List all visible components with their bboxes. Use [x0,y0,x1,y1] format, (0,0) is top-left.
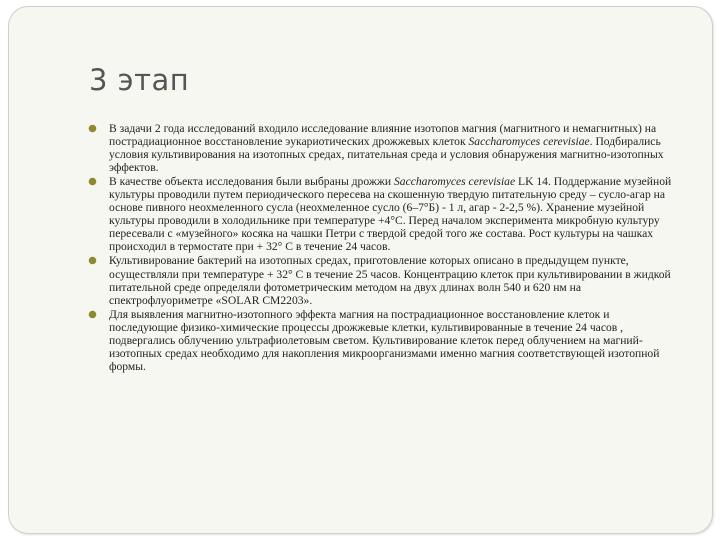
bullet-text: В качестве объекта исследования были выбраны дрожжи [109,175,394,189]
bullet-item-3 [85,254,680,306]
filled-circle-bullet-icon [88,310,97,319]
filled-circle-bullet-icon [88,256,97,265]
filled-circle-bullet-icon [88,177,97,186]
bullet-item-1 [85,122,680,174]
filled-circle-bullet-icon [88,124,97,133]
species-name: Saccharomyces cerevisiae [468,135,590,149]
bullet-item-2 [85,175,680,253]
slide-title: 3 этап [89,63,190,97]
bullet-text: В задачи 2 года исследований входило исследование влияние изотопов магния (магнитного и немагнитных) на пострадиационное восстановление эукариотических дрожжевых клеток [109,122,657,149]
bullet-item-4 [85,308,680,373]
bullet-text: LK 14. Поддержание музейной культуры проводили путем периодического пересева на скошенную твердую питательную среду – сусло-агар на основе пивного неохмеленного сусла (неохмеленное сусло (6–7°Б) - 1 л, агар - 2-2,5 %). Хранение музейной культуры проводили в холодильнике при температуре +4°С. Перед началом эксперимента микробную культуру пересевали с «музейного» косяка на чашки Петри с твердой средой того же состава. Рост культуры на чашках происходил в термостате при + 32° С в течение 24 часов. [109,175,672,254]
bullet-list [85,122,680,374]
slide-frame [8,6,713,534]
species-name: Saccharomyces cerevisiae [393,175,516,189]
bullet-text: Культивирование бактерий на изотопных средах, приготовление которых описано в предыдущем пункте, осуществляли при температуре + 32° С в течение 25 часов. Концентрацию клеток при культивировании в жидкой питательной среде определяли фотометрическим методом на двух длинах волн 540 и 620 нм на спектрофлуориметре «SOLAR CM2203». [109,254,671,307]
bullet-text: Для выявления магнитно-изотопного эффекта магния на пострадиационное восстановление клеток и последующие физико-химические процессы дрожжевые клетки, культивированные в течение 24 часов , подвергались облучению ультрафиолетовым светом. Культивирование клеток перед облучением на магний-изотопных средах необходимо для накопления микроорганизмами именно магния соответствующей изотопной формы. [109,307,660,373]
bullet-text: . Подбирались условия культивирования на изотопных средах, питательная среда и условия обнаружения магнитно-изотопных эффектов. [109,135,664,175]
